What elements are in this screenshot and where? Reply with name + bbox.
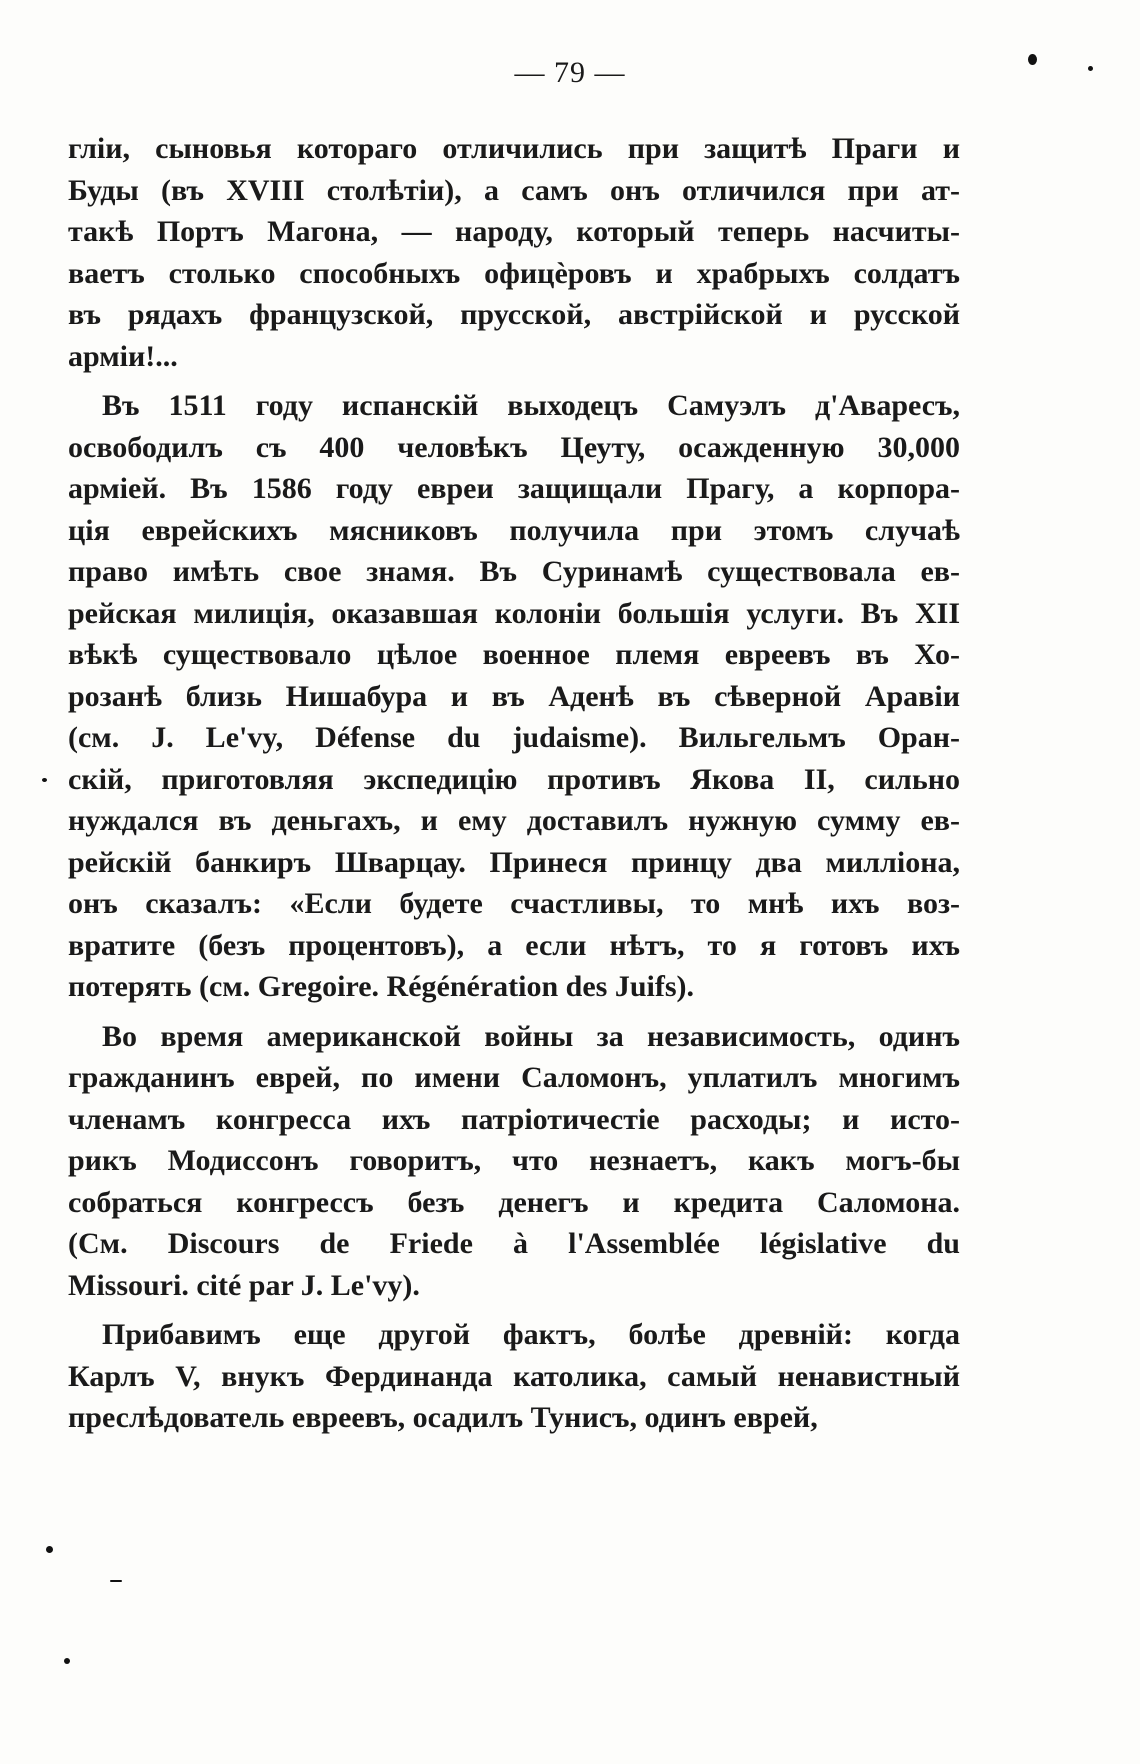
paragraph (68, 385, 960, 1008)
text-line: Буды (въ XVIII столѣтіи), а самъ онъ отличился при ат- (68, 173, 960, 207)
text-line: вѣкѣ существовало цѣлое военное племя евреевъ въ Хо- (68, 638, 960, 671)
text-line: арміи!... (68, 339, 178, 373)
text-line: освободилъ съ 400 человѣкъ Цеуту, осажденную 30,000 (68, 430, 960, 464)
text-line: вратите (безъ процентовъ), а если нѣтъ, то я готовъ ихъ (68, 928, 960, 962)
text-line: право имѣть свое знамя. Въ Суринамѣ существовала ев- (68, 555, 960, 588)
paragraph (68, 1016, 960, 1307)
text-line: Во время американской войны за независимость, одинъ (102, 1019, 960, 1053)
ink-speck (46, 1546, 53, 1553)
text-line: рикъ Модиссонъ говоритъ, что незнаетъ, какъ могъ-бы (68, 1144, 960, 1177)
text-line: Missouri. cité par J. Le'vy). (68, 1268, 420, 1302)
ink-speck (64, 1658, 70, 1664)
text-line: преслѣдователь евреевъ, осадилъ Тунисъ, одинъ еврей, (68, 1401, 818, 1434)
text-line: ція еврейскихъ мясниковъ получила при этомъ случаѣ (68, 513, 960, 547)
text-line: гліи, сыновья котораго отличились при защитѣ Праги и (68, 132, 960, 165)
text-line: Прибавимъ еще другой фактъ, болѣе древній: когда (102, 1318, 960, 1351)
text-line: Карлъ V, внукъ Фердинанда католика, самый ненавистный (68, 1359, 960, 1393)
text-line: такѣ Портъ Магона, — народу, который теперь насчиты- (68, 215, 960, 248)
text-line: гражданинъ еврей, по имени Саломонъ, уплатилъ многимъ (68, 1061, 960, 1094)
text-line: нуждался въ деньгахъ, и ему доставилъ нужную сумму ев- (68, 804, 960, 837)
page-number: — 79 — (514, 56, 626, 89)
paragraph (68, 1314, 960, 1439)
paragraph (68, 128, 960, 377)
text-line: розанѣ близь Нишабура и въ Аденѣ въ сѣверной Аравіи (68, 679, 960, 713)
text-line: (см. J. Le'vy, Défense du judaisme). Вильгельмъ Оран- (68, 721, 960, 754)
text-line: рейская милиція, оказавшая колоніи большія услуги. Въ XII (68, 596, 960, 630)
text-line: членамъ конгресса ихъ патріотичестіе расходы; и исто- (68, 1102, 960, 1136)
text-line: рейскій банкиръ Шварцау. Принеся принцу два милліона, (68, 845, 960, 879)
text-line: арміей. Въ 1586 году евреи защищали Прагу, а корпора- (68, 472, 960, 505)
text-line: Въ 1511 году испанскій выходецъ Самуэлъ д'Аваресъ, (102, 389, 960, 422)
text-line: (См. Discours de Friede à l'Assemblée législative du (68, 1227, 960, 1260)
ink-speck (110, 1580, 122, 1582)
ink-speck (42, 778, 47, 782)
text-line: потерять (см. Gregoire. Régénération des Juifs). (68, 970, 695, 1003)
text-line: скій, приготовляя экспедицію противъ Якова II, сильно (68, 762, 960, 796)
body-text (68, 128, 960, 1439)
text-line: собраться конгрессъ безъ денегъ и кредита Саломона. (68, 1185, 960, 1219)
text-line: въ рядахъ французской, прусской, австрійской и русской (68, 298, 960, 331)
text-line: онъ сказалъ: «Если будете счастливы, то мнѣ ихъ воз- (68, 887, 960, 920)
text-line: ваетъ столько способныхъ офицѐровъ и храбрыхъ солдатъ (68, 256, 960, 290)
